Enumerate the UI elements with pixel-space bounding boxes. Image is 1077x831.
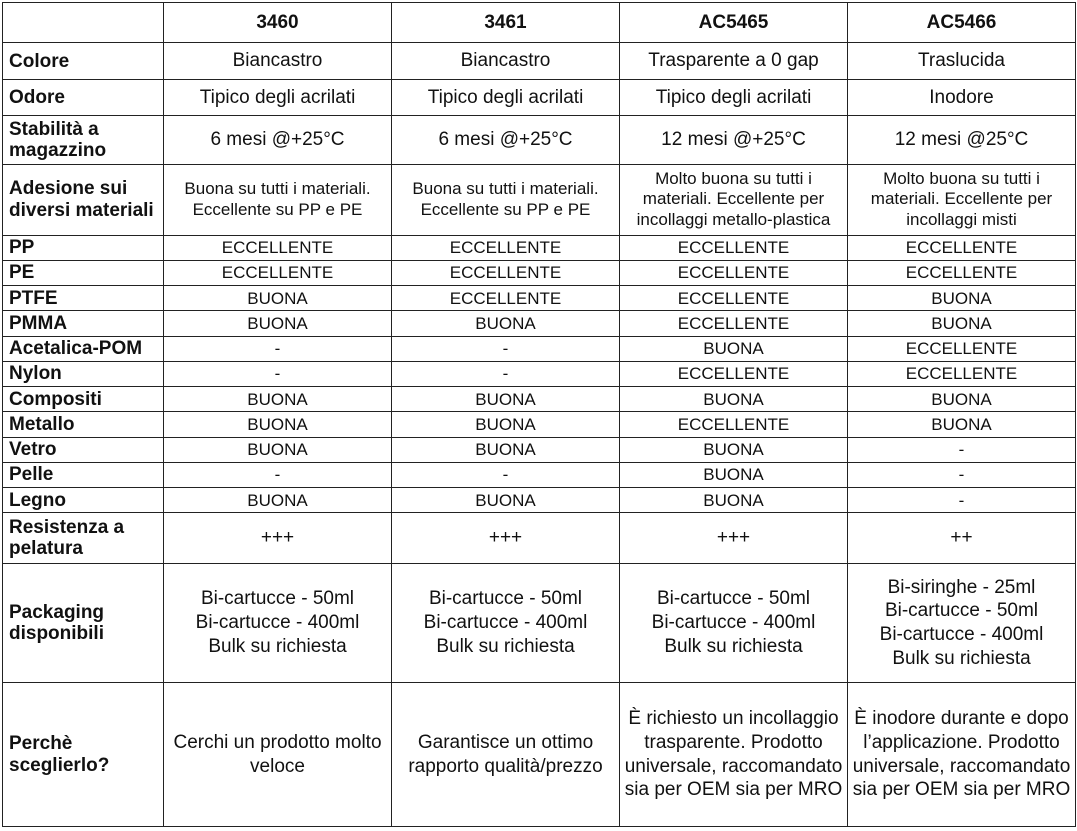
cell-3460: Tipico degli acrilati [164,79,392,115]
cell-ac5465: ECCELLENTE [620,235,848,260]
row-label: Resistenza a pelatura [3,513,164,564]
header-3461: 3461 [392,3,620,43]
cell-3461: +++ [392,513,620,564]
cell-3461: - [392,336,620,361]
cell-ac5466: ECCELLENTE [848,235,1076,260]
row-label: Pelle [3,462,164,487]
row-vetro [3,437,1076,462]
row-label: Odore [3,79,164,115]
cell-3461: Biancastro [392,43,620,79]
row-pelle [3,462,1076,487]
cell-ac5465: ECCELLENTE [620,361,848,386]
row-label: PTFE [3,286,164,311]
cell-ac5465: Tipico degli acrilati [620,79,848,115]
cell-3461: ECCELLENTE [392,235,620,260]
cell-3460: Buona su tutti i materiali. Eccellente su PP e PE [164,164,392,235]
cell-3460: 6 mesi @+25°C [164,116,392,165]
cell-3461: BUONA [392,311,620,336]
row-label: Nylon [3,361,164,386]
cell-3460: ECCELLENTE [164,260,392,285]
cell-3460: BUONA [164,412,392,437]
cell-ac5466: Traslucida [848,43,1076,79]
header-ac5466: AC5466 [848,3,1076,43]
header-corner [3,3,164,43]
cell-ac5466: BUONA [848,286,1076,311]
cell-ac5466: Molto buona su tutti i materiali. Eccellente per incollaggi misti [848,164,1076,235]
cell-3461: ECCELLENTE [392,286,620,311]
cell-ac5466: ++ [848,513,1076,564]
cell-ac5466: 12 mesi @25°C [848,116,1076,165]
cell-3461: Bi-cartucce - 50ml Bi-cartucce - 400ml Bulk su richiesta [392,563,620,682]
cell-3461: BUONA [392,437,620,462]
cell-3460: - [164,462,392,487]
row-adesione [3,164,1076,235]
cell-3461: BUONA [392,488,620,513]
row-nylon [3,361,1076,386]
row-pe [3,260,1076,285]
row-legno [3,488,1076,513]
cell-ac5466: Inodore [848,79,1076,115]
cell-3461: ECCELLENTE [392,260,620,285]
row-label: Packaging disponibili [3,563,164,682]
cell-ac5465: 12 mesi @+25°C [620,116,848,165]
cell-3460: +++ [164,513,392,564]
cell-ac5465: BUONA [620,462,848,487]
cell-ac5466: BUONA [848,387,1076,412]
cell-3460: - [164,336,392,361]
row-resistenza [3,513,1076,564]
row-label: Adesione sui diversi materiali [3,164,164,235]
row-compositi [3,387,1076,412]
row-label: PP [3,235,164,260]
row-acetalica-pom [3,336,1076,361]
header-ac5465: AC5465 [620,3,848,43]
cell-ac5465: BUONA [620,387,848,412]
row-label: PMMA [3,311,164,336]
cell-ac5465: +++ [620,513,848,564]
header-3460: 3460 [164,3,392,43]
cell-ac5466: BUONA [848,311,1076,336]
cell-3461: BUONA [392,412,620,437]
cell-ac5465: Bi-cartucce - 50ml Bi-cartucce - 400ml Bulk su richiesta [620,563,848,682]
row-label: Vetro [3,437,164,462]
cell-3461: Tipico degli acrilati [392,79,620,115]
cell-ac5466: - [848,488,1076,513]
cell-3460: Biancastro [164,43,392,79]
row-metallo [3,412,1076,437]
row-packaging [3,563,1076,682]
row-label: Acetalica-POM [3,336,164,361]
cell-ac5466: È inodore durante e dopo l’applicazione. Prodotto universale, raccomandato sia per OEM sia per MRO [848,683,1076,827]
cell-ac5465: ECCELLENTE [620,260,848,285]
row-label: Legno [3,488,164,513]
cell-3460: BUONA [164,286,392,311]
row-label: Stabilità a magazzino [3,116,164,165]
cell-3461: - [392,462,620,487]
cell-ac5465: Molto buona su tutti i materiali. Eccellente per incollaggi metallo-plastica [620,164,848,235]
row-pp [3,235,1076,260]
cell-3461: - [392,361,620,386]
cell-3460: Bi-cartucce - 50ml Bi-cartucce - 400ml Bulk su richiesta [164,563,392,682]
row-ptfe [3,286,1076,311]
cell-3461: BUONA [392,387,620,412]
cell-ac5465: Trasparente a 0 gap [620,43,848,79]
cell-ac5466: Bi-siringhe - 25ml Bi-cartucce - 50ml Bi-cartucce - 400ml Bulk su richiesta [848,563,1076,682]
row-label: Colore [3,43,164,79]
product-comparison-table [2,2,1076,827]
cell-ac5465: È richiesto un incollaggio trasparente. Prodotto universale, raccomandato sia per OEM sia per MRO [620,683,848,827]
header-row [3,3,1076,43]
cell-3460: BUONA [164,387,392,412]
row-label: Perchè sceglierlo? [3,683,164,827]
cell-ac5465: BUONA [620,488,848,513]
row-perche [3,683,1076,827]
cell-ac5466: BUONA [848,412,1076,437]
cell-ac5465: ECCELLENTE [620,412,848,437]
cell-ac5465: ECCELLENTE [620,286,848,311]
cell-3461: 6 mesi @+25°C [392,116,620,165]
cell-ac5466: - [848,437,1076,462]
cell-ac5465: ECCELLENTE [620,311,848,336]
cell-3461: Garantisce un ottimo rapporto qualità/prezzo [392,683,620,827]
row-label: Compositi [3,387,164,412]
row-odore [3,79,1076,115]
cell-3460: BUONA [164,488,392,513]
cell-ac5466: ECCELLENTE [848,260,1076,285]
cell-ac5465: BUONA [620,437,848,462]
cell-3460: ECCELLENTE [164,235,392,260]
row-pmma [3,311,1076,336]
cell-ac5466: ECCELLENTE [848,361,1076,386]
row-stabilita [3,116,1076,165]
cell-ac5465: BUONA [620,336,848,361]
cell-ac5466: - [848,462,1076,487]
row-label: PE [3,260,164,285]
cell-ac5466: ECCELLENTE [848,336,1076,361]
cell-3460: BUONA [164,437,392,462]
cell-3461: Buona su tutti i materiali. Eccellente su PP e PE [392,164,620,235]
cell-3460: BUONA [164,311,392,336]
cell-3460: Cerchi un prodotto molto veloce [164,683,392,827]
cell-3460: - [164,361,392,386]
row-label: Metallo [3,412,164,437]
row-colore [3,43,1076,79]
